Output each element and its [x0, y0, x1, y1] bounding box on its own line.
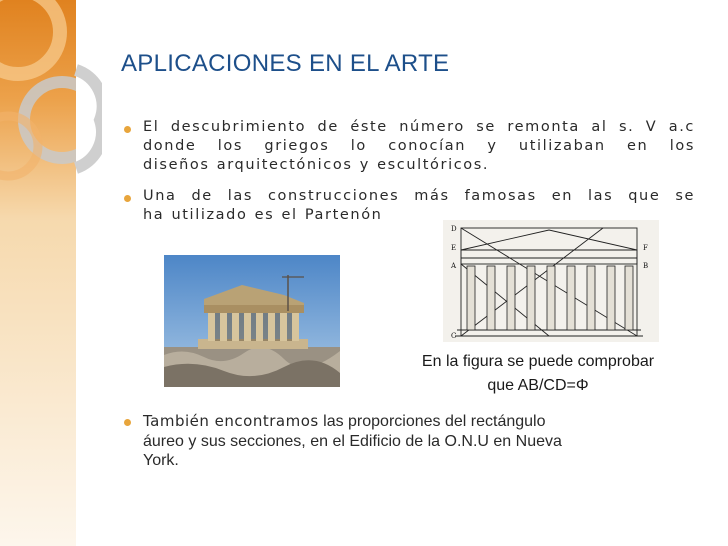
parthenon-golden-ratio-drawing — [443, 220, 659, 342]
label-a: A — [451, 262, 457, 270]
bullet-marker — [124, 195, 131, 202]
bullet-marker — [124, 419, 131, 426]
parthenon-photo — [164, 255, 340, 387]
bullet-marker — [124, 126, 131, 133]
bullet-2-line-2: ha utilizado es el Partenón — [143, 207, 383, 223]
caption-line-2: que AB/CD=Φ — [487, 377, 589, 394]
caption-line-1: En la figura se puede comprobar — [421, 353, 655, 370]
decorative-side-strip — [0, 0, 102, 546]
bullet-3-line-1-rest: las proporciones del rectángulo — [318, 413, 546, 430]
label-c: C — [451, 332, 457, 340]
label-e: E — [451, 244, 457, 252]
slide-title: APLICACIONES EN EL ARTE — [121, 50, 450, 77]
figure-caption — [388, 350, 688, 398]
bullet-1-line-2: donde los griegos lo conocían y utilizaban en los — [143, 138, 695, 154]
bullet-3-lead: También encontramos — [143, 412, 319, 430]
bullet-1-line-1: El descubrimiento de éste número se remonta al s. V a.c — [143, 119, 695, 135]
label-d: D — [451, 225, 457, 233]
bullet-paragraph-1 — [143, 118, 695, 175]
bullet-2-line-1: Una de las construcciones más famosas en las que se — [143, 188, 695, 204]
bullet-paragraph-3 — [143, 412, 663, 471]
bullet-1-line-3: diseños arquitectónicos y escultóricos. — [143, 157, 490, 173]
bullet-3-line-3: York. — [143, 452, 179, 469]
bullet-3-line-2: áureo y sus secciones, en el Edificio de la O.N.U en Nueva — [143, 432, 562, 450]
bullet-3-line-1 — [143, 412, 663, 432]
label-f: F — [643, 244, 648, 252]
label-b: B — [643, 262, 649, 270]
decorative-circles-graphic — [0, 0, 102, 546]
